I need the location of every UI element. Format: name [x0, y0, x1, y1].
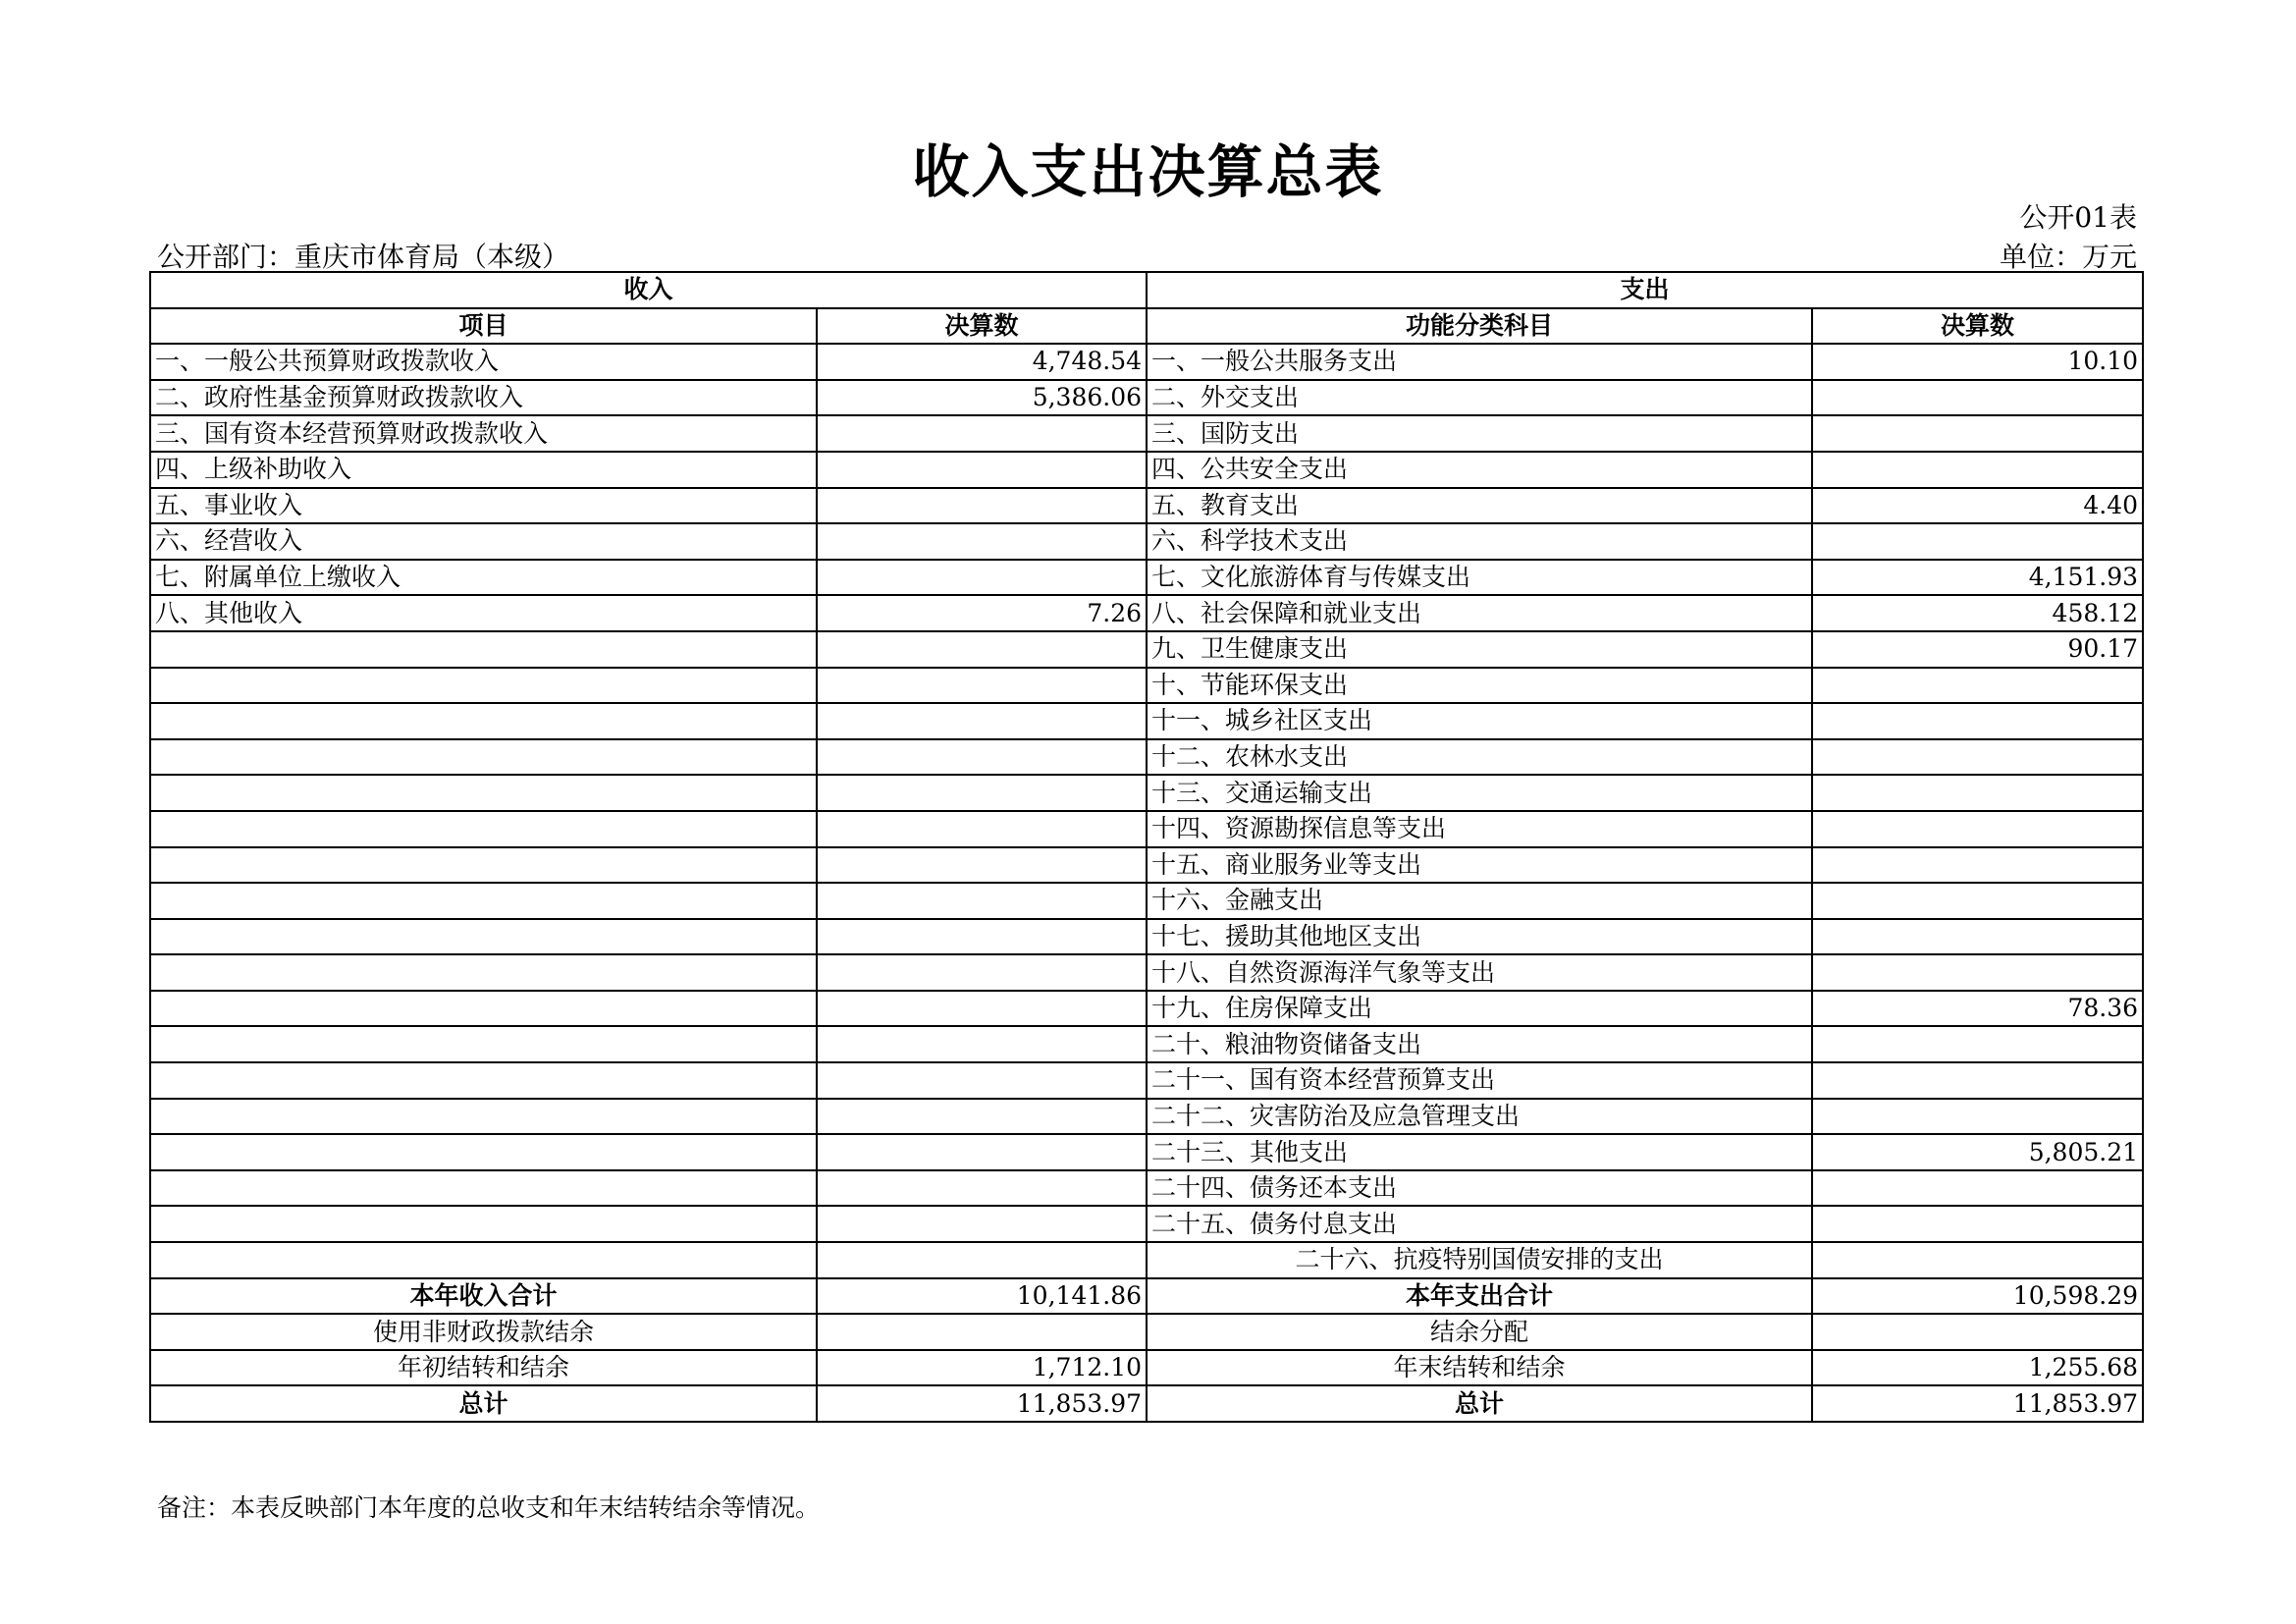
expense-item-cell: 四、公共安全支出: [1147, 452, 1812, 488]
expense-amount-cell: 90.17: [1812, 631, 2143, 668]
expense-item-cell: 七、文化旅游体育与传媒支出: [1147, 560, 1812, 596]
expense-item-cell: 五、教育支出: [1147, 488, 1812, 524]
expense-amount-cell: 10,598.29: [1812, 1278, 2143, 1315]
table-row: [150, 811, 2143, 847]
income-amount-cell: 11,853.97: [817, 1385, 1147, 1422]
expense-amount-cell: 458.12: [1812, 595, 2143, 631]
income-item-cell: 二、政府性基金预算财政拨款收入: [150, 380, 817, 416]
expense-item-cell: 十四、资源勘探信息等支出: [1147, 811, 1812, 847]
expense-amount-cell: 78.36: [1812, 991, 2143, 1027]
expense-header: 支出: [1147, 272, 2143, 308]
table-row: [150, 847, 2143, 884]
expense-item-cell: 年末结转和结余: [1147, 1350, 1812, 1386]
table-row: [150, 380, 2143, 416]
expense-amount-cell: [1812, 775, 2143, 811]
expense-amount-cell: 10.10: [1812, 344, 2143, 380]
form-number: 公开01表: [2019, 201, 2137, 234]
income-item-cell: 四、上级补助收入: [150, 452, 817, 488]
expense-amount-cell: 4,151.93: [1812, 560, 2143, 596]
income-item-cell: [150, 1099, 817, 1135]
expense-amount-cell: [1812, 1062, 2143, 1099]
expense-amount-cell: [1812, 919, 2143, 955]
expense-amount-cell: [1812, 668, 2143, 704]
expense-item-cell: 九、卫生健康支出: [1147, 631, 1812, 668]
income-amount-cell: [817, 1062, 1147, 1099]
income-amount-cell: [817, 1242, 1147, 1278]
income-item-cell: 八、其他收入: [150, 595, 817, 631]
expense-item-cell: 十三、交通运输支出: [1147, 775, 1812, 811]
expense-item-cell: 总计: [1147, 1385, 1812, 1422]
expense-amount-cell: [1812, 954, 2143, 991]
income-item-cell: 本年收入合计: [150, 1278, 817, 1315]
page-title: 收入支出决算总表: [912, 138, 1384, 205]
expense-amount-cell: [1812, 847, 2143, 884]
table-row: [150, 488, 2143, 524]
table-row: [150, 1134, 2143, 1170]
expense-item-cell: 二十六、抗疫特别国债安排的支出: [1147, 1242, 1812, 1278]
income-item-cell: [150, 631, 817, 668]
table-row: [150, 523, 2143, 560]
expense-amount-cell: 1,255.68: [1812, 1350, 2143, 1386]
table-row: [150, 560, 2143, 596]
income-item-cell: [150, 703, 817, 739]
expense-item-cell: 二、外交支出: [1147, 380, 1812, 416]
expense-amount-cell: [1812, 1242, 2143, 1278]
income-header: 收入: [150, 272, 1147, 308]
table-row: [150, 344, 2143, 380]
section-header-row: [150, 272, 2143, 308]
income-amount-cell: [817, 811, 1147, 847]
expense-amount-cell: 4.40: [1812, 488, 2143, 524]
table-row: [150, 991, 2143, 1027]
expense-item-cell: 二十、粮油物资储备支出: [1147, 1026, 1812, 1062]
footnote: 备注：本表反映部门本年度的总收支和年末结转结余等情况。: [157, 1493, 821, 1522]
income-amount-cell: [817, 1099, 1147, 1135]
summary-row: [150, 1385, 2143, 1422]
summary-row: [150, 1314, 2143, 1350]
income-item-cell: 三、国有资本经营预算财政拨款收入: [150, 415, 817, 452]
unit-label: 单位：万元: [1999, 241, 2137, 273]
income-amount-cell: [817, 488, 1147, 524]
expense-amount-cell: 11,853.97: [1812, 1385, 2143, 1422]
income-amount-cell: 5,386.06: [817, 380, 1147, 416]
function-class-column-header: 功能分类科目: [1147, 308, 1812, 345]
income-amount-cell: [817, 739, 1147, 776]
table-row: [150, 1206, 2143, 1242]
income-item-cell: [150, 883, 817, 919]
income-item-cell: [150, 1062, 817, 1099]
income-amount-cell: [817, 1206, 1147, 1242]
income-amount-cell: 10,141.86: [817, 1278, 1147, 1315]
expense-item-cell: 十一、城乡社区支出: [1147, 703, 1812, 739]
expense-amount-cell: [1812, 703, 2143, 739]
table-row: [150, 1026, 2143, 1062]
income-amount-cell: [817, 847, 1147, 884]
expense-item-cell: 结余分配: [1147, 1314, 1812, 1350]
expense-amount-cell: [1812, 523, 2143, 560]
income-amount-cell: [817, 415, 1147, 452]
expense-item-cell: 二十四、债务还本支出: [1147, 1170, 1812, 1207]
expense-item-cell: 十、节能环保支出: [1147, 668, 1812, 704]
income-item-cell: [150, 668, 817, 704]
expense-item-cell: 十二、农林水支出: [1147, 739, 1812, 776]
expense-amount-cell: [1812, 1170, 2143, 1207]
income-item-cell: [150, 739, 817, 776]
expense-item-cell: 六、科学技术支出: [1147, 523, 1812, 560]
expense-amount-cell: [1812, 415, 2143, 452]
expense-item-cell: 八、社会保障和就业支出: [1147, 595, 1812, 631]
expense-amount-cell: [1812, 811, 2143, 847]
expense-amount-cell: [1812, 1026, 2143, 1062]
expense-item-cell: 本年支出合计: [1147, 1278, 1812, 1315]
summary-row: [150, 1278, 2143, 1315]
table-row: [150, 919, 2143, 955]
column-header-row: [150, 308, 2143, 345]
table-row: [150, 739, 2143, 776]
table-row: [150, 452, 2143, 488]
income-item-cell: [150, 1170, 817, 1207]
expense-amount-cell: [1812, 1099, 2143, 1135]
expense-item-cell: 一、一般公共服务支出: [1147, 344, 1812, 380]
income-amount-cell: [817, 1134, 1147, 1170]
expense-amount-cell: [1812, 739, 2143, 776]
expense-item-cell: 二十五、债务付息支出: [1147, 1206, 1812, 1242]
expense-item-cell: 三、国防支出: [1147, 415, 1812, 452]
table-row: [150, 1062, 2143, 1099]
expense-item-cell: 二十三、其他支出: [1147, 1134, 1812, 1170]
table-row: [150, 595, 2143, 631]
table-row: [150, 883, 2143, 919]
item-column-header: 项目: [150, 308, 817, 345]
income-amount-cell: [817, 954, 1147, 991]
income-amount-cell: [817, 919, 1147, 955]
income-item-cell: 一、一般公共预算财政拨款收入: [150, 344, 817, 380]
income-amount-cell: [817, 703, 1147, 739]
expense-item-cell: 二十一、国有资本经营预算支出: [1147, 1062, 1812, 1099]
income-amount-cell: 4,748.54: [817, 344, 1147, 380]
expense-amount-cell: [1812, 1314, 2143, 1350]
table-row: [150, 703, 2143, 739]
income-item-cell: [150, 1026, 817, 1062]
income-amount-cell: [817, 883, 1147, 919]
table-row: [150, 1170, 2143, 1207]
expense-amount-cell: [1812, 1206, 2143, 1242]
income-item-cell: 七、附属单位上缴收入: [150, 560, 817, 596]
income-amount-cell: [817, 560, 1147, 596]
table-row: [150, 631, 2143, 668]
table-row: [150, 1242, 2143, 1278]
expense-item-cell: 十九、住房保障支出: [1147, 991, 1812, 1027]
income-item-cell: [150, 991, 817, 1027]
income-item-cell: [150, 1242, 817, 1278]
income-item-cell: 使用非财政拨款结余: [150, 1314, 817, 1350]
income-item-cell: 总计: [150, 1385, 817, 1422]
income-amount-cell: [817, 775, 1147, 811]
income-item-cell: [150, 1206, 817, 1242]
table-row: [150, 1099, 2143, 1135]
income-amount-cell: [817, 523, 1147, 560]
expense-item-cell: 二十二、灾害防治及应急管理支出: [1147, 1099, 1812, 1135]
table-row: [150, 668, 2143, 704]
income-amount-cell: [817, 1026, 1147, 1062]
expense-item-cell: 十八、自然资源海洋气象等支出: [1147, 954, 1812, 991]
expense-item-cell: 十五、商业服务业等支出: [1147, 847, 1812, 884]
table-row: [150, 954, 2143, 991]
expense-amount-cell: [1812, 380, 2143, 416]
income-amount-cell: 1,712.10: [817, 1350, 1147, 1386]
table-row: [150, 415, 2143, 452]
income-amount-cell: [817, 631, 1147, 668]
income-item-cell: [150, 811, 817, 847]
income-item-cell: [150, 775, 817, 811]
income-item-cell: [150, 847, 817, 884]
income-amount-cell: [817, 1170, 1147, 1207]
income-item-cell: 六、经营收入: [150, 523, 817, 560]
income-item-cell: [150, 1134, 817, 1170]
expense-amount-cell: [1812, 883, 2143, 919]
expense-amount-cell: 5,805.21: [1812, 1134, 2143, 1170]
department-label: 公开部门：重庆市体育局（本级）: [157, 241, 570, 273]
income-item-cell: 五、事业收入: [150, 488, 817, 524]
income-amount-cell: [817, 668, 1147, 704]
summary-row: [150, 1350, 2143, 1386]
table-row: [150, 775, 2143, 811]
expense-item-cell: 十七、援助其他地区支出: [1147, 919, 1812, 955]
income-amount-cell: [817, 991, 1147, 1027]
expense-amount-cell: [1812, 452, 2143, 488]
income-expense-table: [149, 271, 2144, 1423]
expense-item-cell: 十六、金融支出: [1147, 883, 1812, 919]
income-item-cell: 年初结转和结余: [150, 1350, 817, 1386]
income-item-cell: [150, 954, 817, 991]
income-amount-cell: 7.26: [817, 595, 1147, 631]
expense-amount-column-header: 决算数: [1812, 308, 2143, 345]
income-item-cell: [150, 919, 817, 955]
income-amount-cell: [817, 1314, 1147, 1350]
income-amount-column-header: 决算数: [817, 308, 1147, 345]
income-amount-cell: [817, 452, 1147, 488]
